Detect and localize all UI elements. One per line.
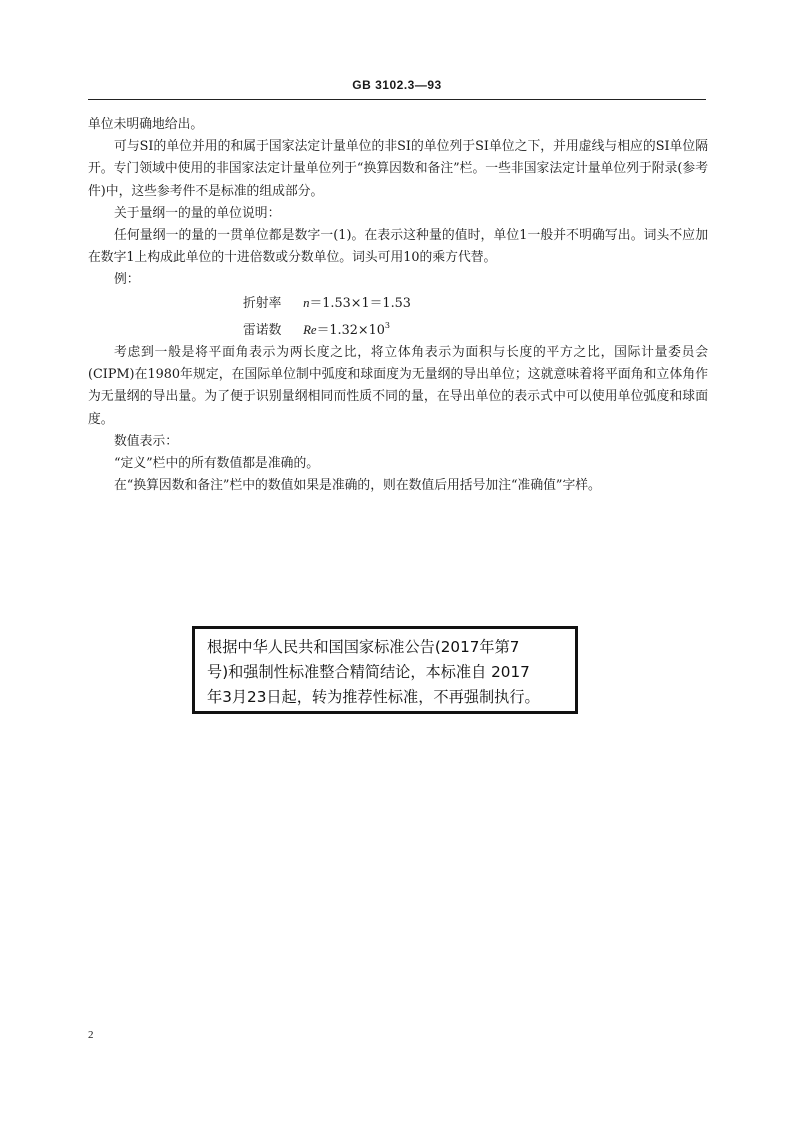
standard-code-header: GB 3102.3—93 — [352, 78, 442, 92]
formula-expression — [303, 296, 411, 311]
formula-exponent: 3 — [384, 320, 390, 330]
formula-symbol: Re — [303, 322, 317, 337]
paragraph-dimensionless-units: 任何量纲一的量的一贯单位都是数字一(1)。在表示这种量的值时，单位1一般并不明确写出。词头不应加在数字1上构成此单位的十进倍数或分数单位。词头可用10的乘方代替。 — [88, 228, 708, 266]
formula-value: ＝1.32×10 — [316, 322, 385, 338]
formula-reynolds-number — [88, 315, 708, 342]
paragraph-plane-solid-angle: 考虑到一般是将平面角表示为两长度之比，将立体角表示为面积与长度的平方之比，国际计量委员会(CIPM)在1980年规定，在国际单位制中弧度和球面度为无量纲的导出单位；这就意味着将平面角和立体角作为无量纲的导出量。为了便于识别量纲相同而性质不同的量，在导出单位的表示式中可以使用单位弧度和球面度。 — [88, 345, 708, 427]
formula-label: 折射率 — [243, 295, 282, 311]
document-body — [88, 114, 708, 497]
header-divider — [88, 99, 706, 100]
notice-line: 根据中华人民共和国国家标准公告(2017年第7 — [207, 638, 520, 656]
standard-status-notice — [192, 626, 578, 714]
formula-symbol: n — [303, 295, 310, 310]
paragraph-dimensionless-heading: 关于量纲一的量的单位说明： — [114, 205, 281, 221]
paragraph-numeric-heading: 数值表示： — [114, 433, 178, 449]
paragraph-unit-continuation: 单位未明确地给出。 — [88, 117, 204, 132]
paragraph-example-label: 例： — [114, 272, 140, 288]
formula-label: 雷诺数 — [243, 322, 282, 338]
formula-expression — [303, 320, 390, 338]
formula-value: ＝1.53×1＝1.53 — [309, 295, 411, 311]
paragraph-conversion-exact: 在“换算因数和备注”栏中的数值如果是准确的，则在数值后用括号加注“准确值”字样。 — [114, 478, 601, 494]
notice-line: 号)和强制性标准整合精简结论，本标准自 2017 — [207, 663, 530, 681]
formula-refractive-index — [88, 292, 708, 315]
paragraph-non-si-units: 可与SI的单位并用的和属于国家法定计量单位的非SI的单位列于SI单位之下，并用虚线与相应的SI单位隔开。专门领域中使用的非国家法定计量单位列于“换算因数和备注”栏。一些非国家法定计量单位列于附录(参考件)中，这些参考件不是标准的组成部分。 — [88, 139, 708, 199]
notice-line: 年3月23日起，转为推荐性标准，不再强制执行。 — [207, 688, 540, 706]
paragraph-definition-exact: “定义”栏中的所有数值都是准确的。 — [114, 456, 320, 472]
page-number: 2 — [88, 1029, 94, 1041]
